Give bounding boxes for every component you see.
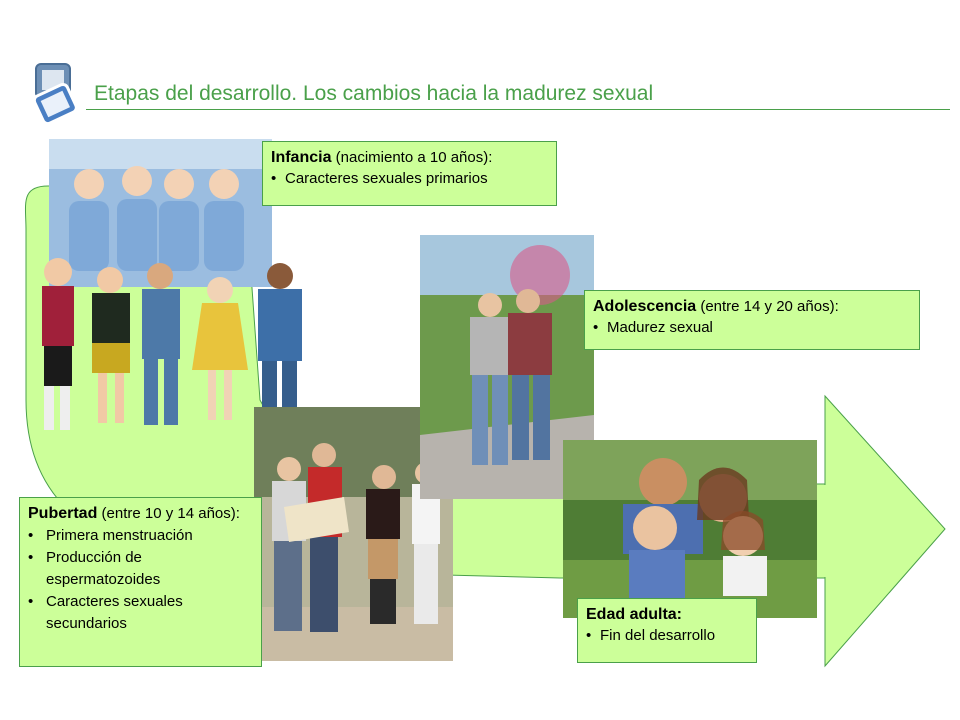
- pubertad-item: • Caracteres sexuales secundarios: [28, 591, 236, 635]
- infancia-box: [262, 141, 557, 206]
- adulta-box: [577, 598, 757, 663]
- pubertad-box: [19, 497, 262, 667]
- infancia-heading: Infancia: [271, 149, 332, 166]
- page-title: Etapas del desarrollo. Los cambios hacia la madurez sexual: [94, 82, 654, 105]
- pubertad-item: • Producción de espermatozoides: [28, 547, 216, 591]
- adolescencia-item: • Madurez sexual: [593, 318, 911, 337]
- adulta-item: • Fin del desarrollo: [586, 626, 748, 645]
- adolescencia-heading: Adolescencia: [593, 298, 697, 315]
- infancia-item: • Caracteres sexuales primarios: [271, 169, 548, 188]
- infancia-range: (nacimiento a 10 años):: [335, 149, 493, 166]
- family-photo: [563, 440, 817, 618]
- title-divider: [86, 109, 950, 110]
- pubertad-range: (entre 10 y 14 años):: [101, 505, 240, 522]
- pubertad-item: • Primera menstruación: [28, 525, 253, 547]
- pubertad-heading: Pubertad: [28, 505, 98, 522]
- adolescencia-range: (entre 14 y 20 años):: [700, 298, 839, 315]
- adolescencia-box: [584, 290, 920, 350]
- adulta-heading: Edad adulta:: [586, 606, 683, 623]
- slide-logo-icon: [28, 60, 84, 126]
